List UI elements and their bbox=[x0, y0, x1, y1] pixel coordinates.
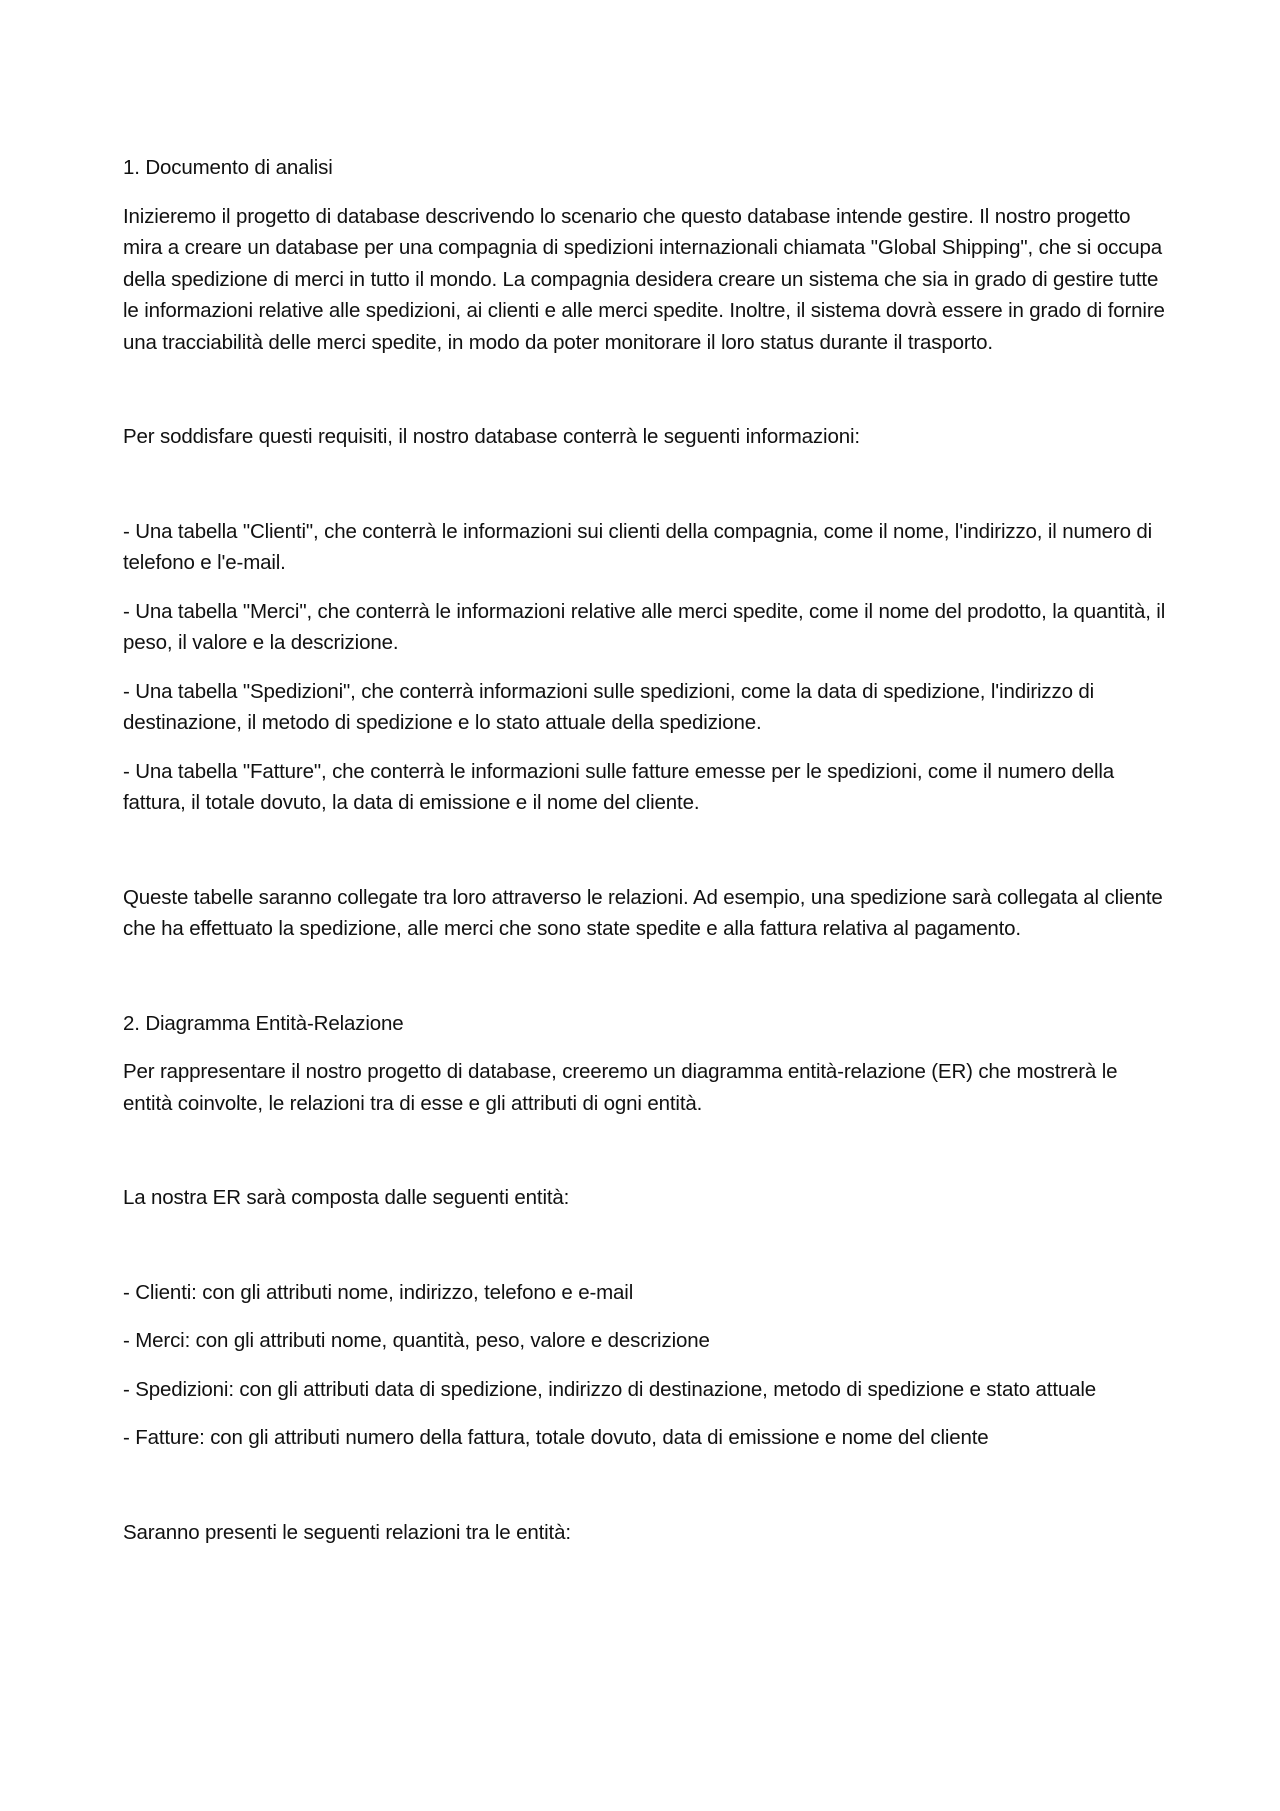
document-page bbox=[123, 152, 1168, 1548]
relations-lead-paragraph: Saranno presenti le seguenti relazioni tra le entità: bbox=[123, 1520, 571, 1544]
entity-bullet-fatture: - Fatture: con gli attributi numero della fattura, totale dovuto, data di emissione e nome del cliente bbox=[123, 1426, 989, 1449]
entity-bullet-clienti: - Clienti: con gli attributi nome, indirizzo, telefono e e-mail bbox=[123, 1280, 634, 1304]
section-2-heading: 2. Diagramma Entità-Relazione bbox=[123, 1011, 404, 1035]
section-1-intro-paragraph: Inizieremo il progetto di database descrivendo lo scenario che questo database intende gestire. Il nostro progetto mira a creare un database per una compagnia di spedizioni internazionali chiamata "Global Shipping", che si occupa della spedizione di merci in tutto il mondo. La compagnia desidera creare un sistema che sia in grado di gestire tutte le informazioni relative alle spedizioni, ai clienti e alle merci spedite. Inoltre, il sistema dovrà essere in grado di fornire una tracciabilità delle merci spedite, in modo da poter monitorare il loro status durante il trasporto. bbox=[123, 204, 1165, 354]
entity-bullet-merci: - Merci: con gli attributi nome, quantità, peso, valore e descrizione bbox=[123, 1329, 710, 1352]
entities-lead-paragraph: La nostra ER sarà composta dalle seguenti entità: bbox=[123, 1186, 570, 1209]
entity-bullet-spedizioni: - Spedizioni: con gli attributi data di spedizione, indirizzo di destinazione, metodo di spedizione e stato attuale bbox=[123, 1377, 1097, 1401]
table-bullet-merci: - Una tabella "Merci", che conterrà le informazioni relative alle merci spedite, come il nome del prodotto, la quantità, il peso, il valore e la descrizione. bbox=[123, 599, 1166, 654]
requirements-lead-paragraph: Per soddisfare questi requisiti, il nostro database conterrà le seguenti informazioni: bbox=[123, 425, 860, 448]
table-bullet-spedizioni: - Una tabella "Spedizioni", che conterrà informazioni sulle spedizioni, come la data di spedizione, l'indirizzo di destinazione, il metodo di spedizione e lo stato attuale della spedizione. bbox=[123, 679, 1095, 734]
table-bullet-clienti: - Una tabella "Clienti", che conterrà le informazioni sui clienti della compagnia, come il nome, l'indirizzo, il numero di telefono e l'e-mail. bbox=[123, 519, 1153, 574]
relations-paragraph: Queste tabelle saranno collegate tra loro attraverso le relazioni. Ad esempio, una spedizione sarà collegata al cliente che ha effettuato la spedizione, alle merci che sono state spedite e alla fattura relativa al pagamento. bbox=[123, 885, 1163, 940]
section-1-heading: 1. Documento di analisi bbox=[123, 156, 333, 179]
section-2-intro-paragraph: Per rappresentare il nostro progetto di database, creeremo un diagramma entità-relazione (ER) che mostrerà le entità coinvolte, le relazioni tra di esse e gli attributi di ogni entità. bbox=[123, 1060, 1118, 1115]
table-bullet-fatture: - Una tabella "Fatture", che conterrà le informazioni sulle fatture emesse per le spedizioni, come il numero della fattura, il totale dovuto, la data di emissione e il nome del cliente. bbox=[123, 759, 1115, 814]
